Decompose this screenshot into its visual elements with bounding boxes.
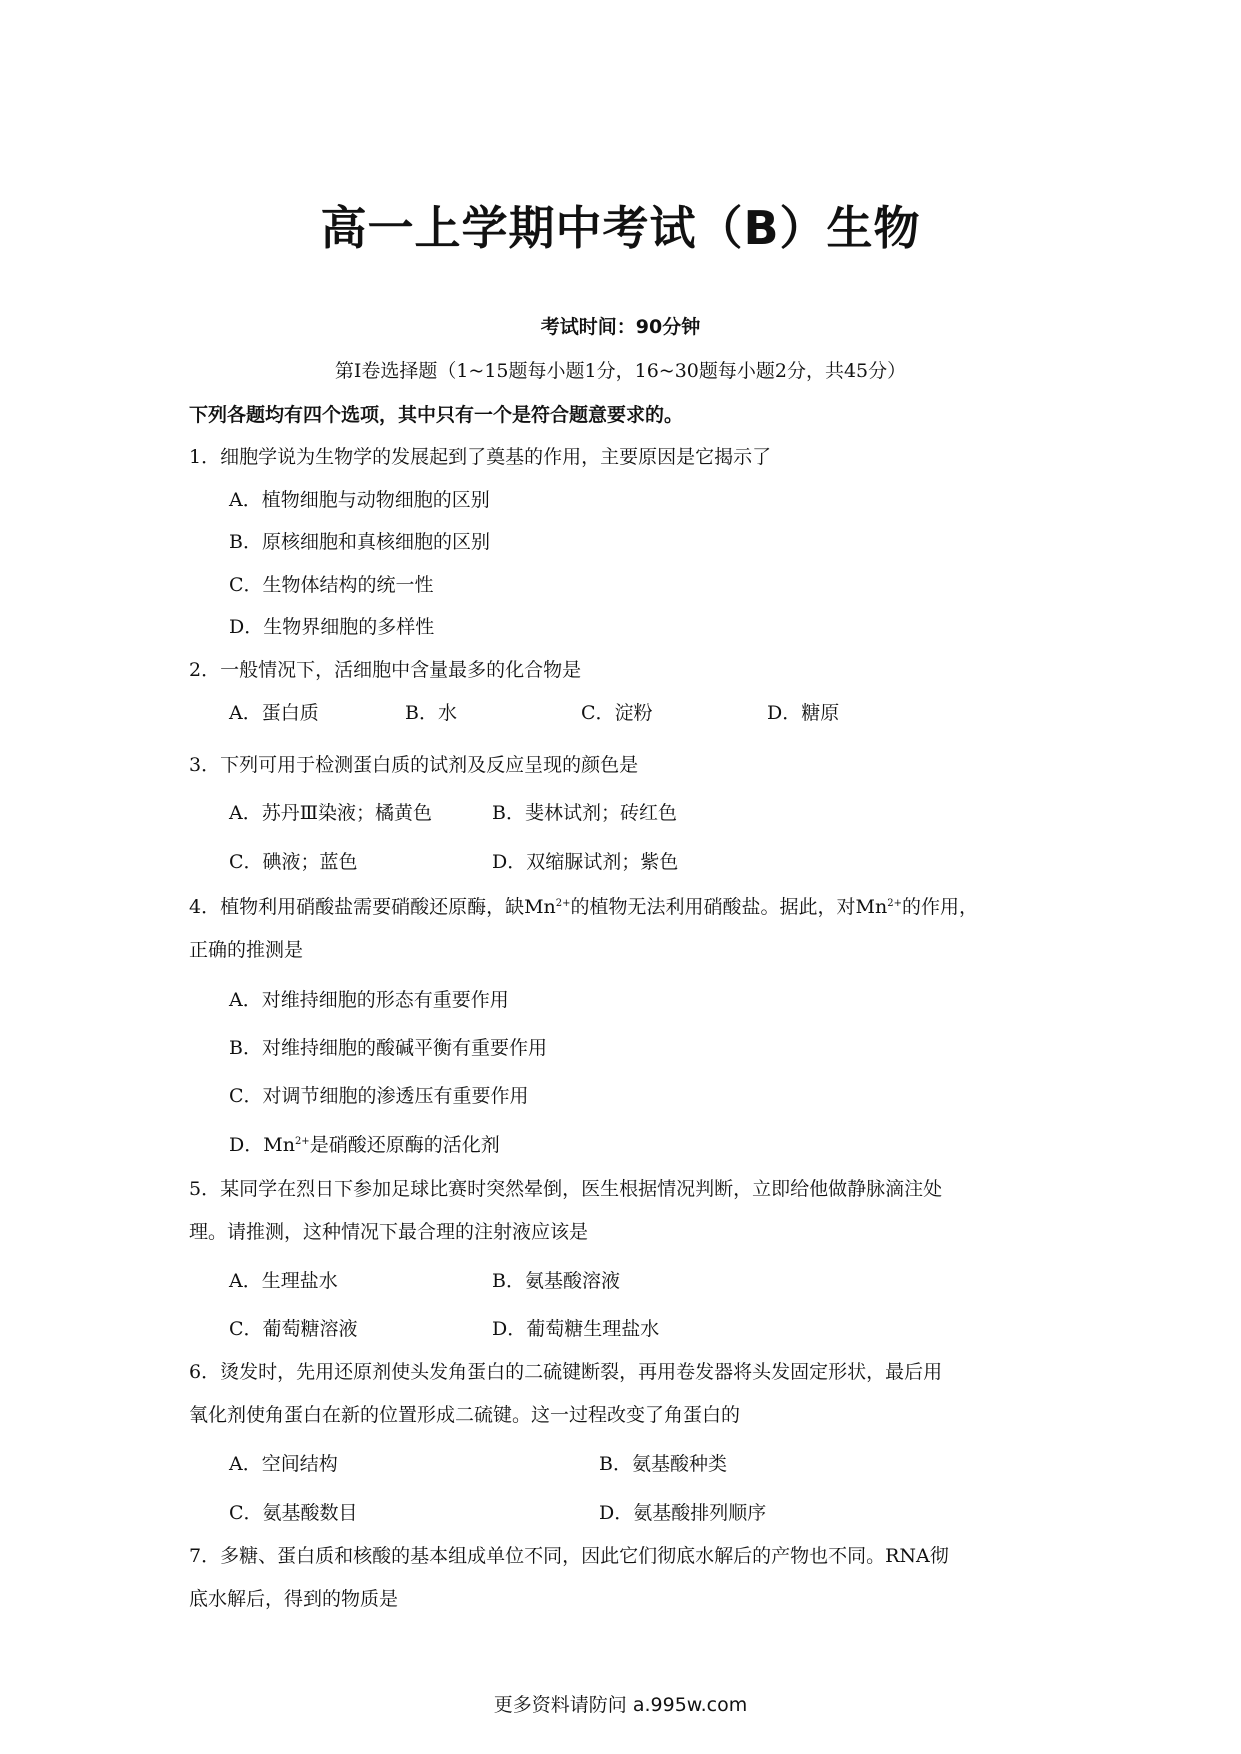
question-3-option-c: C．碘液；蓝色	[229, 851, 358, 873]
question-3-option-d: D．双缩脲试剂；紫色	[492, 851, 679, 873]
question-5-option-b: B．氨基酸溶液	[492, 1270, 620, 1292]
question-5-option-a: A．生理盐水	[229, 1270, 338, 1292]
exam-time: 考试时间：90分钟	[540, 316, 701, 338]
superscript: 2+	[294, 1136, 310, 1147]
question-4-stem-part1: 4．植物利用硝酸盐需要硝酸还原酶，缺Mn	[189, 896, 556, 918]
question-4-option-c: C．对调节细胞的渗透压有重要作用	[229, 1085, 529, 1107]
question-2-stem: 2．一般情况下，活细胞中含量最多的化合物是	[189, 659, 582, 681]
question-5-stem-line1: 5．某同学在烈日下参加足球比赛时突然晕倒，医生根据情况判断，立即给他做静脉滴注处	[189, 1178, 943, 1200]
question-4-option-d	[229, 1130, 500, 1157]
question-6-option-d: D．氨基酸排列顺序	[599, 1502, 767, 1524]
question-6-option-a: A．空间结构	[229, 1453, 338, 1475]
question-6-stem-line2: 氧化剂使角蛋白在新的位置形成二硫键。这一过程改变了角蛋白的	[189, 1404, 741, 1426]
question-5-option-d: D．葡萄糖生理盐水	[492, 1318, 660, 1340]
question-2-option-d: D．糖原	[767, 702, 840, 724]
question-1-option-b: B．原核细胞和真核细胞的区别	[229, 531, 490, 553]
page-title: 高一上学期中考试（B）生物	[320, 201, 921, 255]
question-5-stem-line2: 理。请推测，这种情况下最合理的注射液应该是	[189, 1221, 589, 1243]
question-7-stem-line1: 7．多糖、蛋白质和核酸的基本组成单位不同，因此它们彻底水解后的产物也不同。RNA彻	[189, 1545, 949, 1567]
question-6-option-b: B．氨基酸种类	[599, 1453, 727, 1475]
question-4-option-a: A．对维持细胞的形态有重要作用	[229, 989, 509, 1011]
section-heading: 第Ⅰ卷选择题（1~15题每小题1分，16~30题每小题2分，共45分）	[334, 360, 907, 382]
question-3-stem: 3．下列可用于检测蛋白质的试剂及反应呈现的颜色是	[189, 754, 639, 776]
question-5-option-c: C．葡萄糖溶液	[229, 1318, 358, 1340]
question-2-option-a: A．蛋白质	[229, 702, 319, 724]
question-4-option-d-part2: 是硝酸还原酶的活化剂	[309, 1134, 500, 1156]
question-1-stem: 1．细胞学说为生物学的发展起到了奠基的作用，主要原因是它揭示了	[189, 446, 772, 468]
footer-note: 更多资料请防问 a.995w.com	[493, 1694, 748, 1716]
question-1-option-c: C．生物体结构的统一性	[229, 574, 434, 596]
question-2-option-c: C．淀粉	[581, 702, 653, 724]
question-4-stem-line2: 正确的推测是	[189, 939, 304, 961]
question-4-stem	[189, 892, 978, 919]
superscript: 2+	[555, 898, 571, 909]
question-7-stem-line2: 底水解后，得到的物质是	[189, 1588, 399, 1610]
question-6-option-c: C．氨基酸数目	[229, 1502, 358, 1524]
question-2-option-b: B．水	[405, 702, 457, 724]
question-3-option-a: A．苏丹Ⅲ染液；橘黄色	[229, 802, 433, 824]
question-4-stem-part3: 的作用，	[901, 896, 978, 918]
question-1-option-d: D．生物界细胞的多样性	[229, 616, 435, 638]
question-4-option-d-part1: D．Mn	[229, 1134, 295, 1156]
superscript: 2+	[887, 898, 902, 909]
question-1-option-a: A．植物细胞与动物细胞的区别	[229, 489, 490, 511]
question-4-option-b: B．对维持细胞的酸碱平衡有重要作用	[229, 1037, 547, 1059]
question-4-stem-part2: 的植物无法利用硝酸盐。据此，对Mn	[570, 896, 888, 918]
question-6-stem-line1: 6．烫发时，先用还原剂使头发角蛋白的二硫键断裂，再用卷发器将头发固定形状，最后用	[189, 1361, 943, 1383]
question-3-option-b: B．斐林试剂；砖红色	[492, 802, 677, 824]
instruction: 下列各题均有四个选项，其中只有一个是符合题意要求的。	[189, 404, 684, 426]
